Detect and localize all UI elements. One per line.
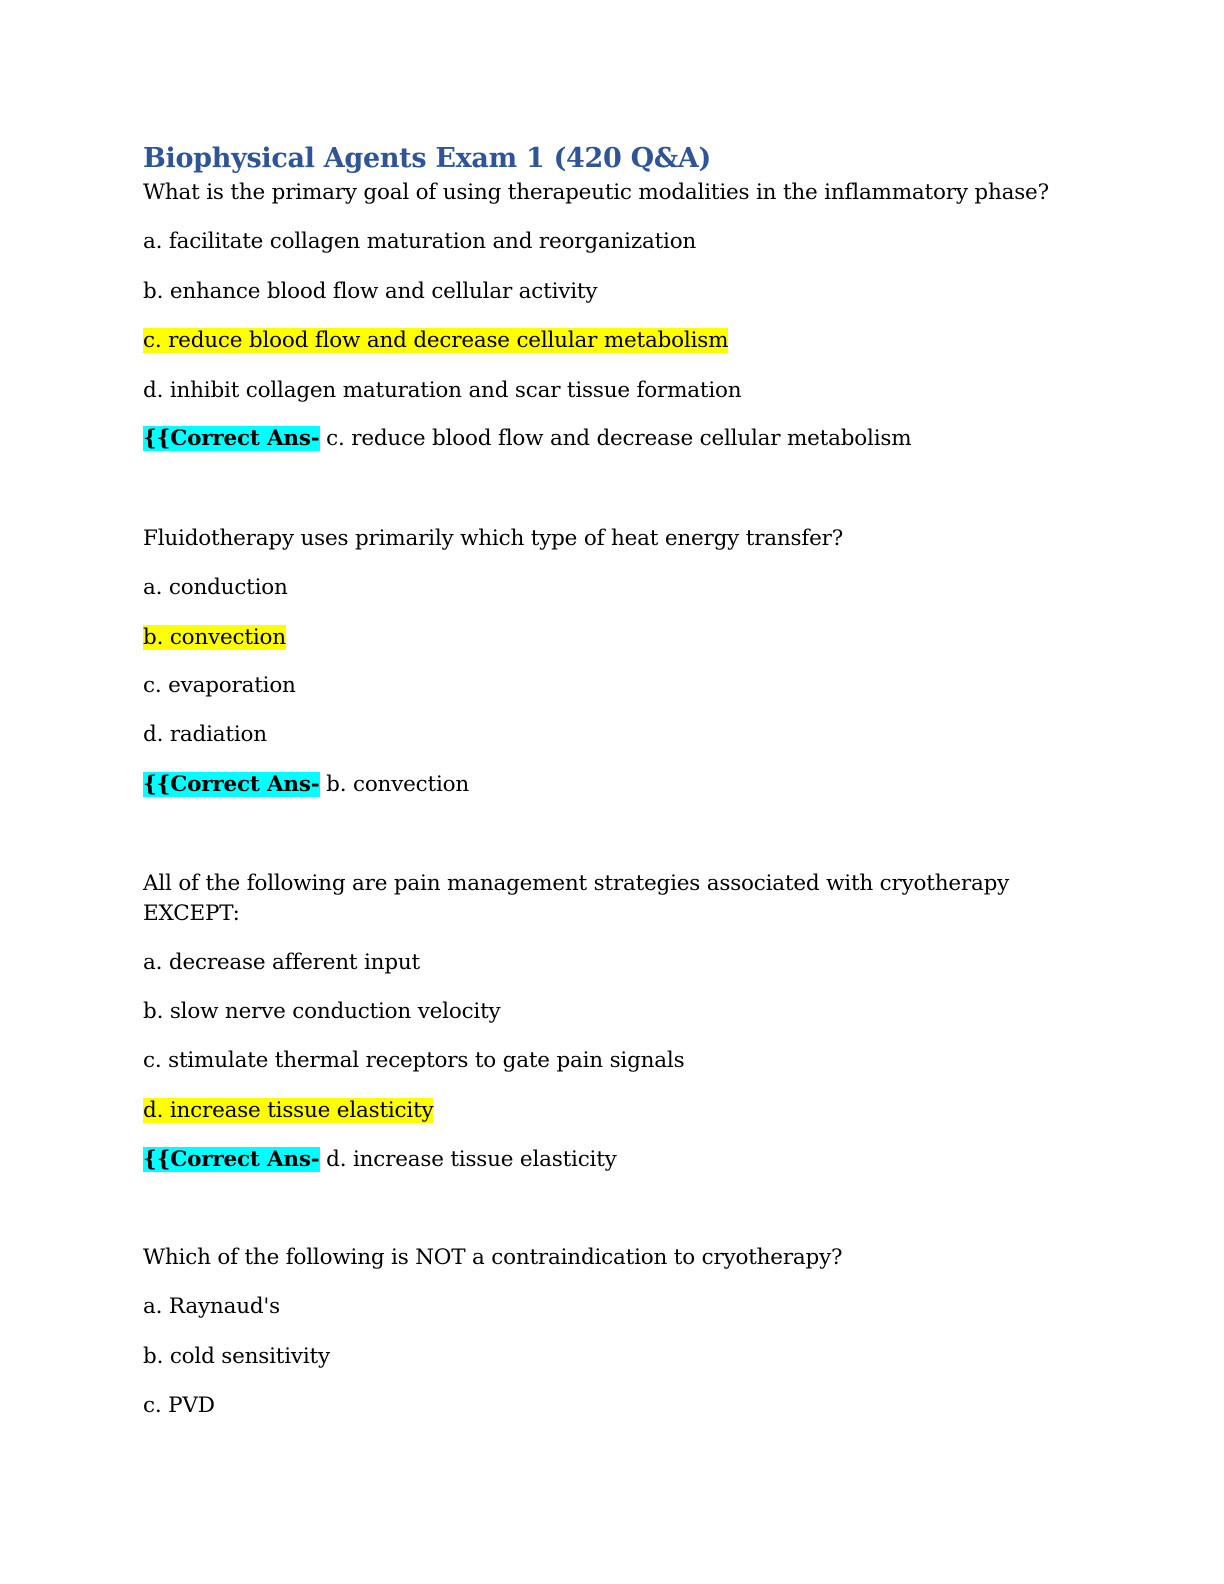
option-a: a. Raynaud's xyxy=(143,1294,280,1319)
option-d: d. radiation xyxy=(143,722,267,747)
option-b: b. slow nerve conduction velocity xyxy=(143,999,501,1024)
option-c: c. PVD xyxy=(143,1393,215,1418)
question-text-line1: All of the following are pain management strategies associated with cryotherapy xyxy=(143,871,1010,896)
option-c: c. stimulate thermal receptors to gate pain signals xyxy=(143,1048,685,1073)
option-d: d. inhibit collagen maturation and scar tissue formation xyxy=(143,378,742,403)
question-text-line2: EXCEPT: xyxy=(143,901,240,926)
correct-answer-line xyxy=(143,1145,617,1174)
option-c: c. evaporation xyxy=(143,673,296,698)
option-a: a. decrease afferent input xyxy=(143,950,420,975)
option-c-correct xyxy=(143,326,728,355)
option-b: b. cold sensitivity xyxy=(143,1344,330,1369)
correct-answer-label: {{Correct Ans- xyxy=(143,426,320,451)
option-b: b. enhance blood flow and cellular activity xyxy=(143,279,598,304)
document-title: Biophysical Agents Exam 1 (420 Q&A) xyxy=(143,143,712,174)
correct-answer-line xyxy=(143,770,469,799)
answer-highlight: c. reduce blood flow and decrease cellular metabolism xyxy=(143,328,729,353)
option-a: a. conduction xyxy=(143,575,288,600)
question-text: What is the primary goal of using therapeutic modalities in the inflammatory phase? xyxy=(143,180,1049,205)
answer-highlight: b. convection xyxy=(143,625,286,650)
document-page xyxy=(143,138,1083,1418)
correct-answer-text: c. reduce blood flow and decrease cellular metabolism xyxy=(326,426,912,451)
option-a: a. facilitate collagen maturation and reorganization xyxy=(143,229,697,254)
option-b-correct xyxy=(143,623,286,652)
question-text: Which of the following is NOT a contraindication to cryotherapy? xyxy=(143,1245,843,1270)
answer-highlight: d. increase tissue elasticity xyxy=(143,1098,434,1123)
correct-answer-label: {{Correct Ans- xyxy=(143,1147,320,1172)
option-d-correct xyxy=(143,1096,433,1125)
question-text: Fluidotherapy uses primarily which type of heat energy transfer? xyxy=(143,526,844,551)
correct-answer-text: b. convection xyxy=(326,772,470,797)
correct-answer-line xyxy=(143,424,911,453)
correct-answer-label: {{Correct Ans- xyxy=(143,772,320,797)
correct-answer-text: d. increase tissue elasticity xyxy=(326,1147,617,1172)
